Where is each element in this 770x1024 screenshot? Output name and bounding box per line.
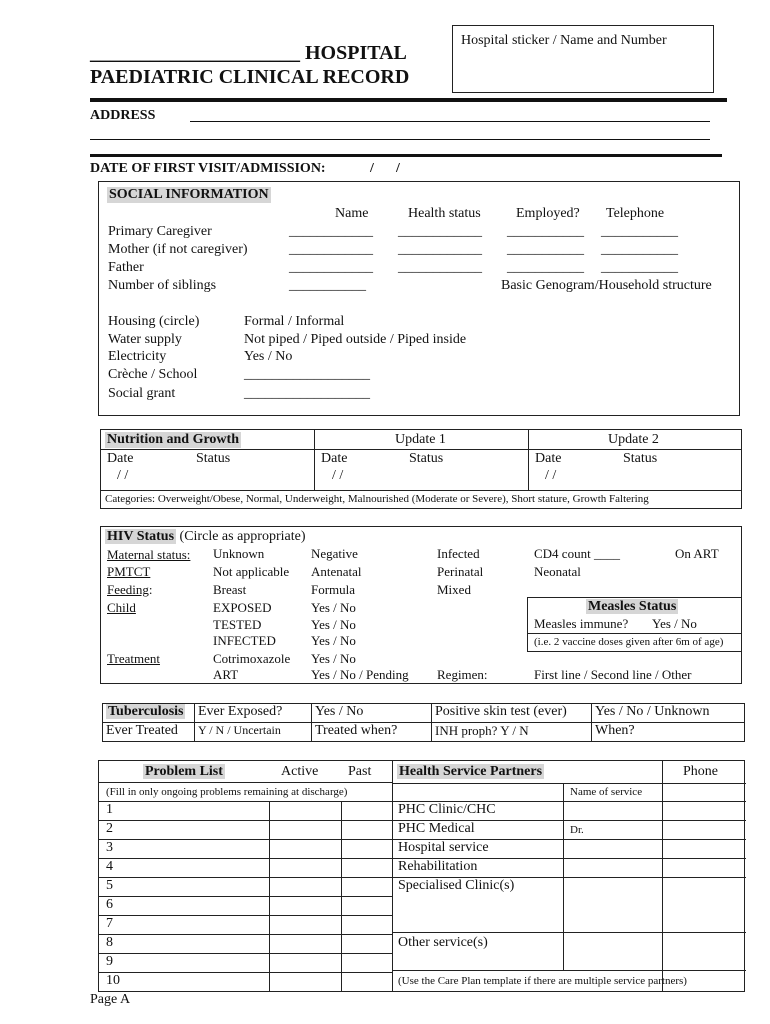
nutrition-status-label: Status: [196, 451, 231, 466]
child-tested-value[interactable]: Yes / No: [311, 617, 356, 632]
feeding-label: Feeding: [107, 582, 149, 597]
electricity-value[interactable]: Yes / No: [244, 349, 293, 364]
service-phc-clinic: PHC Clinic/CHC: [398, 802, 496, 817]
blank-father-health[interactable]: ____________: [398, 260, 482, 275]
update2-status-label: Status: [623, 451, 658, 466]
measles-heading: Measles Status: [588, 599, 677, 614]
blank-father-employed[interactable]: ___________: [507, 260, 584, 275]
partners-phone-label: Phone: [683, 764, 718, 779]
feeding-mixed[interactable]: Mixed: [437, 582, 471, 597]
tb-treated-value[interactable]: Y / N / Uncertain: [195, 723, 312, 742]
col-employed: Employed?: [516, 206, 580, 221]
update1-status-label: Status: [409, 451, 444, 466]
pmtct-antenatal[interactable]: Antenatal: [311, 564, 362, 579]
row-father: Father: [108, 260, 144, 275]
tb-exposed-value[interactable]: Yes / No: [312, 704, 432, 723]
hospital-sticker-box[interactable]: [452, 25, 714, 93]
measles-note: (i.e. 2 vaccine doses given after 6m of age): [534, 636, 724, 648]
problem-row-7[interactable]: 7: [106, 916, 113, 931]
genogram-label: Basic Genogram/Household structure: [501, 278, 712, 293]
pmtct-not-applicable[interactable]: Not applicable: [213, 564, 290, 579]
nutrition-date-value[interactable]: / /: [117, 468, 129, 483]
tb-heading: Tuberculosis: [108, 704, 184, 719]
cd4-count[interactable]: CD4 count ____: [534, 546, 620, 561]
row-mother: Mother (if not caregiver): [108, 242, 248, 257]
blank-siblings[interactable]: ___________: [289, 278, 366, 293]
col-telephone: Telephone: [606, 206, 665, 221]
electricity-label: Electricity: [108, 349, 167, 364]
problems-partners-section: [98, 760, 745, 992]
measles-box: [527, 597, 742, 652]
blank-caregiver-employed[interactable]: ___________: [507, 224, 584, 239]
child-label: Child: [107, 600, 136, 615]
care-plan-note: (Use the Care Plan template if there are multiple service partners): [398, 975, 687, 987]
col-health-status: Health status: [408, 206, 481, 221]
tb-skin-value[interactable]: Yes / No / Unknown: [592, 704, 745, 723]
problem-row-9[interactable]: 9: [106, 954, 113, 969]
maternal-status-label: Maternal status:: [107, 547, 191, 562]
creche-value[interactable]: __________________: [244, 367, 370, 382]
page-title: PAEDIATRIC CLINICAL RECORD: [90, 66, 410, 88]
child-exposed-value[interactable]: Yes / No: [311, 600, 356, 615]
art-label: ART: [213, 667, 239, 682]
tb-ever-exposed: Ever Exposed?: [195, 704, 312, 723]
blank-mother-health[interactable]: ____________: [398, 242, 482, 257]
blank-caregiver-phone[interactable]: ___________: [601, 224, 678, 239]
address-label: ADDRESS: [90, 108, 156, 123]
problem-row-5[interactable]: 5: [106, 878, 113, 893]
maternal-negative[interactable]: Negative: [311, 546, 358, 561]
problem-row-10[interactable]: 10: [106, 973, 120, 988]
on-art[interactable]: On ART: [675, 546, 719, 561]
header-divider: [90, 98, 727, 102]
feeding-formula[interactable]: Formula: [311, 582, 356, 597]
regimen-label: Regimen:: [437, 667, 488, 682]
treatment-label: Treatment: [107, 651, 160, 666]
regimen-value[interactable]: First line / Second line / Other: [534, 667, 692, 682]
feeding-breast[interactable]: Breast: [213, 582, 247, 597]
blank-caregiver-name[interactable]: ____________: [289, 224, 373, 239]
service-specialised-clinics: Specialised Clinic(s): [398, 878, 515, 893]
pmtct-label: PMTCT: [107, 564, 151, 579]
tb-table: [102, 703, 745, 742]
problem-list-heading: Problem List: [145, 764, 223, 779]
blank-caregiver-health[interactable]: ____________: [398, 224, 482, 239]
pmtct-perinatal[interactable]: Perinatal: [437, 564, 484, 579]
nutrition-categories: Categories: Overweight/Obese, Normal, Underweight, Malnourished (Moderate or Severe), Short stature, Growth Faltering: [105, 493, 649, 505]
problem-row-8[interactable]: 8: [106, 935, 113, 950]
child-infected-value[interactable]: Yes / No: [311, 633, 356, 648]
first-visit-label: DATE OF FIRST VISIT/ADMISSION:: [90, 161, 326, 176]
grant-value[interactable]: __________________: [244, 386, 370, 401]
social-heading: SOCIAL INFORMATION: [109, 187, 269, 202]
update1-date-label: Date: [321, 451, 348, 466]
page-number: Page A: [90, 992, 131, 1007]
art-value[interactable]: Yes / No / Pending: [311, 667, 409, 682]
update2-date-value[interactable]: / /: [545, 468, 557, 483]
tb-skin-test: Positive skin test (ever): [432, 704, 592, 723]
water-label: Water supply: [108, 332, 182, 347]
address-line-2[interactable]: [90, 124, 710, 140]
nutrition-section: [100, 429, 742, 509]
tb-ever-treated: Ever Treated: [103, 723, 195, 742]
nutrition-heading: Nutrition and Growth: [107, 432, 239, 447]
maternal-unknown[interactable]: Unknown: [213, 546, 265, 561]
update-1-label: Update 1: [395, 432, 446, 447]
blank-father-phone[interactable]: ___________: [601, 260, 678, 275]
cotrimoxazole-value[interactable]: Yes / No: [311, 651, 356, 666]
hiv-section: HIV Status (Circle as appropriate) Maternal status: Unknown Negative Infected CD4 count ____ On ART PMTCT Not applicable Antenatal Perinatal Neonatal Feeding: Breast Formula Mixed Child EXPOSED Yes / No TESTED Yes / No INFECTED Yes / No Treatment Cotrimoxazole Yes / No ART Yes / No / Pending Regimen: First line / Second line / Other Measles Status Measles immune? Yes / No (i.e. 2 vaccine doses given after 6m of age): [100, 526, 742, 684]
update2-date-label: Date: [535, 451, 562, 466]
blank-mother-phone[interactable]: ___________: [601, 242, 678, 257]
measles-immune-label: Measles immune?: [534, 616, 629, 631]
first-visit-slash-1: /: [370, 161, 374, 176]
service-hospital: Hospital service: [398, 840, 489, 855]
housing-label: Housing (circle): [108, 314, 200, 329]
nutrition-date-label: Date: [107, 451, 134, 466]
cotrimoxazole-label: Cotrimoxazole: [213, 651, 291, 666]
problem-past-label: Past: [348, 764, 372, 779]
problem-row-4[interactable]: 4: [106, 859, 113, 874]
problem-note: (Fill in only ongoing problems remaining at discharge): [106, 786, 348, 798]
address-line-1[interactable]: [190, 104, 710, 122]
child-infected: INFECTED: [213, 633, 276, 648]
name-of-service-label: Name of service: [570, 786, 643, 798]
hiv-heading-note: (Circle as appropriate): [179, 529, 306, 544]
row-siblings: Number of siblings: [108, 278, 217, 293]
problem-active-label: Active: [281, 764, 319, 779]
hiv-heading: HIV Status: [107, 529, 175, 544]
measles-immune-value[interactable]: Yes / No: [652, 616, 697, 631]
row-primary-caregiver: Primary Caregiver: [108, 224, 212, 239]
service-phc-medical: PHC Medical: [398, 821, 475, 836]
problem-row-3[interactable]: 3: [106, 840, 113, 855]
service-rehabilitation: Rehabilitation: [398, 859, 478, 874]
hospital-name-line: _____________________ HOSPITAL: [90, 42, 407, 64]
partners-heading: Health Service Partners: [399, 764, 543, 779]
tb-when[interactable]: When?: [592, 723, 745, 742]
maternal-infected[interactable]: Infected: [437, 546, 480, 561]
social-information-section: [98, 181, 740, 416]
first-visit-slash-2: /: [396, 161, 400, 176]
update1-date-value[interactable]: / /: [332, 468, 344, 483]
pmtct-neonatal[interactable]: Neonatal: [534, 564, 581, 579]
problem-row-1[interactable]: 1: [106, 802, 113, 817]
housing-value[interactable]: Formal / Informal: [244, 314, 345, 329]
address-divider: [90, 154, 722, 157]
problem-row-6[interactable]: 6: [106, 897, 113, 912]
phc-medical-dr[interactable]: Dr.: [570, 824, 584, 836]
creche-label: Crèche / School: [108, 367, 198, 382]
blank-mother-name[interactable]: ____________: [289, 242, 373, 257]
water-value[interactable]: Not piped / Piped outside / Piped inside: [244, 332, 467, 347]
col-name: Name: [335, 206, 369, 221]
tb-treated-when[interactable]: Treated when?: [312, 723, 432, 742]
service-other: Other service(s): [398, 935, 488, 950]
child-exposed: EXPOSED: [213, 600, 272, 615]
blank-mother-employed[interactable]: ___________: [507, 242, 584, 257]
tb-inh[interactable]: INH proph? Y / N: [432, 723, 592, 742]
grant-label: Social grant: [108, 386, 176, 401]
blank-father-name[interactable]: ____________: [289, 260, 373, 275]
problem-row-2[interactable]: 2: [106, 821, 113, 836]
sticker-label: Hospital sticker / Name and Number: [461, 33, 667, 48]
child-tested: TESTED: [213, 617, 262, 632]
update-2-label: Update 2: [608, 432, 659, 447]
